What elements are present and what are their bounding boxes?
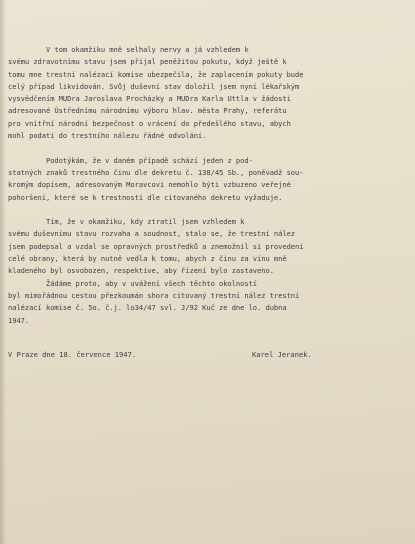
text-line: tomu mne trestní nalézací komise ubezpečila, že zaplacením pokuty bude (8, 69, 304, 79)
text-line: celé obrany, která by nutně vedla k tomu, abych z činu za vinu mně (8, 254, 287, 264)
paragraph-gap (8, 142, 410, 154)
text-line: vysvědčením MUDra Jaroslava Procházky a MUDra Karla Uttla v žádosti (8, 94, 291, 104)
text-line: kromým dopisem, adresovaným Moravcovi nemohlo býti vzbuzeno veřejné (8, 180, 291, 190)
text-line: Podotýkám, že v daném případě schází jeden z pod- (8, 155, 253, 165)
text-line: kladeného byl osvobozen, respektive, aby řízení bylo zastaveno. (8, 266, 274, 276)
text-line: nalézací komise č. 5o. č.j. lo34/47 svl. J/92 Kuč ze dne lo. dubna (8, 303, 287, 313)
paragraph-tim-zadame (8, 216, 410, 327)
text-line: adresované Ústřednímu národnímu výboru hlav. města Prahy, referátu (8, 106, 287, 116)
text-line: pohoršení, které se k trestnosti dle citovaného dekretu vyžaduje. (8, 192, 283, 202)
closing-line (8, 349, 410, 361)
text-line: celý případ likvidován. Svůj duševní stav doložil jsem nyní lékařským (8, 81, 300, 91)
text-line: mohl podati do trestního nálezu řádné odvolání. (8, 131, 207, 141)
signature-name: Karel Jeranek. (252, 350, 312, 359)
paragraph-gap (8, 204, 410, 216)
letter-body (8, 44, 410, 327)
text-line: svému duševnímu stavu rozvaha a soudnost, stalo se, že trestní nález (8, 229, 296, 239)
paragraph-podotykam (8, 155, 410, 204)
text-line: jsem podepsal a vzdal se opravných prostředků a znemožnil si provedení (8, 241, 304, 251)
text-line: pro vnitřní národní bezpečnost o vrácení do předešlého stavu, abych (8, 118, 291, 128)
text-line: 1947. (8, 315, 30, 325)
text-line: Žádáme proto, aby v uvážení všech těchto okolností (8, 278, 258, 288)
text-line: svému zdravotnímu stavu jsem přijal peněžitou pokutu, když ještě k (8, 57, 287, 67)
text-line: V tom okamžiku mně selhaly nervy a já vzhledem k (8, 45, 249, 54)
text-line: byl mimořádnou cestou přezkoumán shora citovaný trestní nález trestní (8, 290, 300, 300)
paragraph-nervy (8, 44, 410, 142)
text-line: Tím, že v okamžiku, kdy ztratil jsem vzhledem k (8, 217, 245, 227)
page-edge-shadow (0, 0, 6, 544)
place-date: V Praze dne 18. července 1947. (8, 350, 137, 359)
text-line: statných znaků trestného činu dle dekretu č. 138/45 Sb., poněvadž sou- (8, 167, 304, 177)
